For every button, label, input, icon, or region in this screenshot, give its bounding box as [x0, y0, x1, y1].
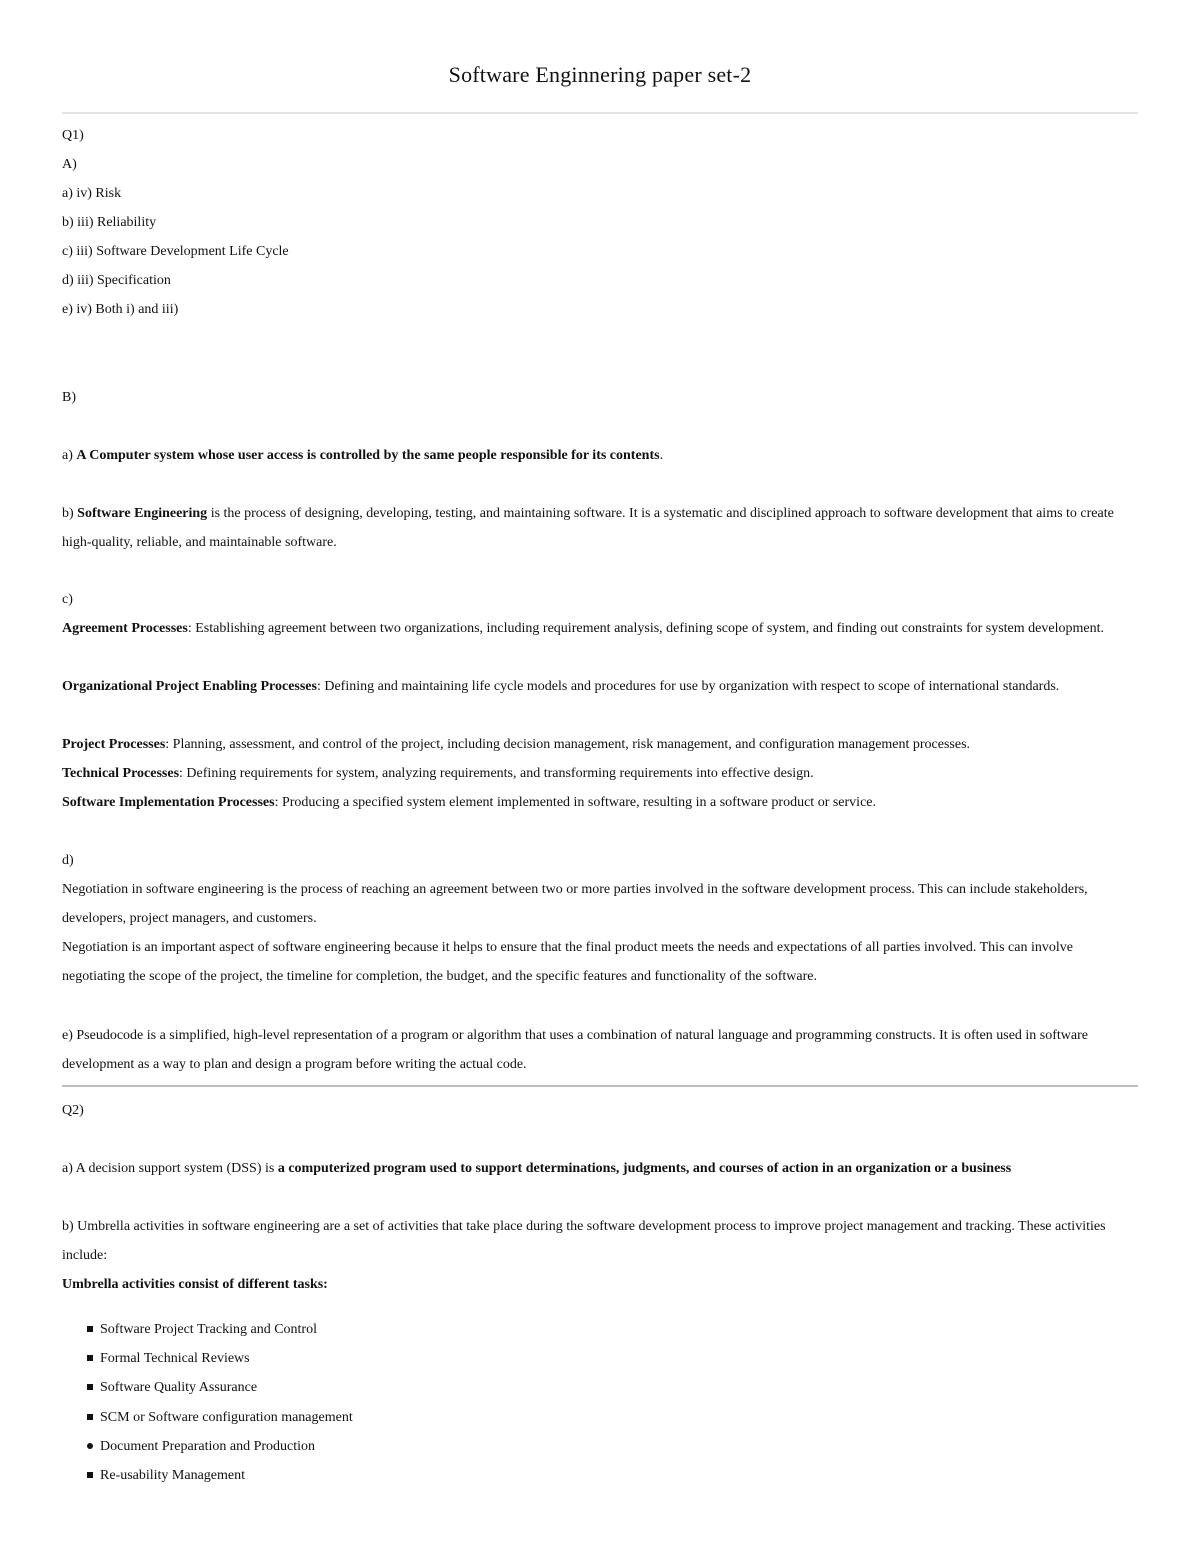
list-item: Software Quality Assurance — [62, 1373, 353, 1402]
process-item: Technical Processes: Defining requirements for system, analyzing requirements, and transforming requirements into effective design. — [62, 766, 814, 781]
umbrella-activities-list — [62, 1315, 353, 1490]
process-item: Software Implementation Processes: Producing a specified system element implemented in software, resulting in a software product or service. — [62, 795, 876, 810]
list-item: Document Preparation and Production — [62, 1432, 353, 1461]
q1-label: Q1) — [62, 128, 84, 143]
q1-b-answer-c-label: c) — [62, 592, 73, 607]
q1-b-answer-d-para-1: Negotiation in software engineering is the process of reaching an agreement between two or more parties involved in the software development process. This can include stakeholders, developers, project managers, and customers. — [62, 882, 1088, 927]
q1-part-a-label: A) — [62, 157, 77, 172]
q1-a-answer-2: b) iii) Reliability — [62, 215, 157, 230]
q1-a-answer-1: a) iv) Risk — [62, 186, 122, 201]
q1-a-answer-5: e) iv) Both i) and iii) — [62, 302, 179, 317]
q1-b-answer-d-para-2: Negotiation is an important aspect of software engineering because it helps to ensure that the final product meets the needs and expectations of all parties involved. This can involve negotiating the scope of the project, the timeline for completion, the budget, and the specific features and functionality of the software. — [62, 940, 1073, 985]
list-item: Re-usability Management — [62, 1461, 353, 1490]
process-item: Organizational Project Enabling Processes: Defining and maintaining life cycle models and procedures for use by organization with respect to scope of international standards. — [62, 679, 1060, 694]
section-divider — [62, 1085, 1138, 1087]
q2-answer-b-intro: b) Umbrella activities in software engineering are a set of activities that take place during the software development process to improve project management and tracking. These activities include: — [62, 1219, 1106, 1264]
process-item: Agreement Processes: Establishing agreement between two organizations, including requirement analysis, defining scope of system, and finding out constraints for system development. — [62, 621, 1104, 636]
q1-part-b-label: B) — [62, 390, 76, 405]
list-item: Software Project Tracking and Control — [62, 1315, 353, 1344]
list-item: Formal Technical Reviews — [62, 1344, 353, 1373]
process-item: Project Processes: Planning, assessment, and control of the project, including decision management, risk management, and configuration management processes. — [62, 737, 971, 752]
q1-a-answer-3: c) iii) Software Development Life Cycle — [62, 244, 289, 259]
document-title: Software Enginnering paper set-2 — [448, 62, 752, 87]
q2-label: Q2) — [62, 1103, 84, 1118]
q1-b-answer-b: b) Software Engineering is the process of designing, developing, testing, and maintaining software. It is a systematic and disciplined approach to software development that aims to create high-quality, reliable, and maintainable software. — [62, 506, 1114, 551]
q1-b-answer-a: a) A Computer system whose user access is controlled by the same people responsible for its contents. — [62, 448, 664, 463]
list-item: SCM or Software configuration management — [62, 1403, 353, 1432]
q1-b-answer-e: e) Pseudocode is a simplified, high-level representation of a program or algorithm that uses a combination of natural language and programming constructs. It is often used in software development as a way to plan and design a program before writing the actual code. — [62, 1028, 1088, 1073]
title-divider — [62, 112, 1138, 114]
q2-answer-a: a) A decision support system (DSS) is a computerized program used to support determinations, judgments, and courses of action in an organization or a business — [62, 1161, 1012, 1176]
q1-a-answer-4: d) iii) Specification — [62, 273, 171, 288]
q2-answer-b-heading: Umbrella activities consist of different tasks: — [62, 1277, 328, 1292]
q1-b-answer-d-label: d) — [62, 853, 74, 868]
